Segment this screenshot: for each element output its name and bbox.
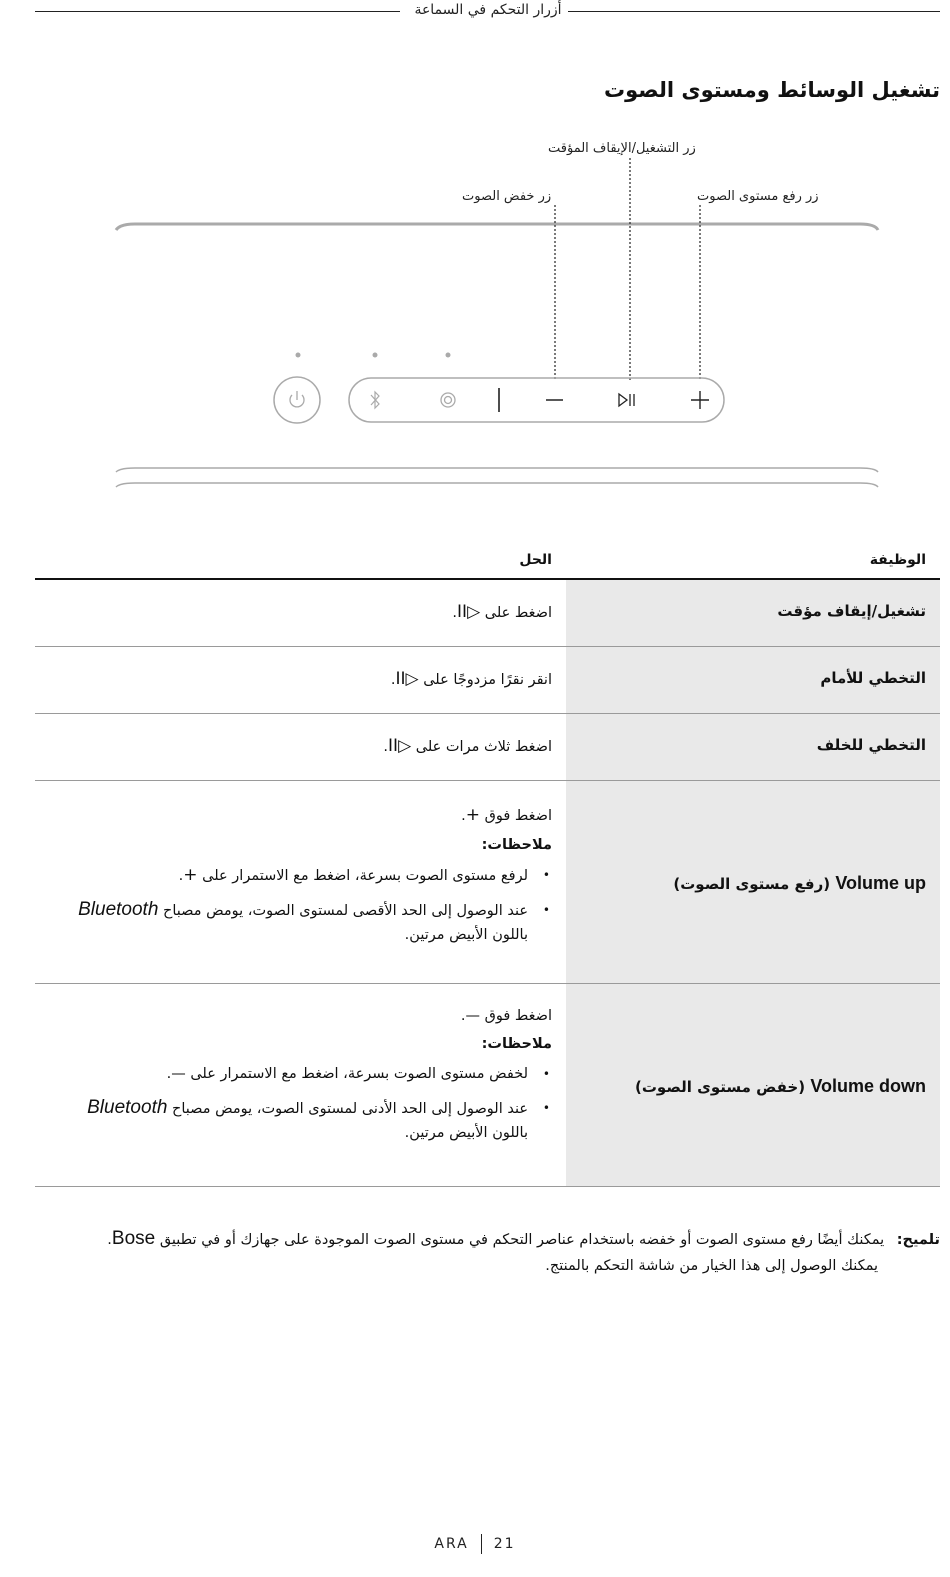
play-pause-icon — [619, 394, 634, 406]
solution-end: . — [452, 605, 458, 621]
solution-end: . — [383, 739, 389, 755]
solution-cell — [72, 736, 552, 756]
tip-line1-end: . — [107, 1232, 112, 1248]
notes-label: ملاحظات: — [481, 1036, 552, 1052]
solution-cell — [72, 602, 552, 622]
bluetooth-brand: Bluetooth — [78, 899, 159, 920]
controls-table — [35, 542, 940, 1187]
list-item — [72, 863, 552, 888]
tip-line1: يمكنك أيضًا رفع مستوى الصوت أو خفضه باستخدام عناصر التحكم في مستوى الصوت الموجودة على جهازك أو في تطبيق — [159, 1232, 885, 1248]
minus-symbol: — — [171, 1066, 186, 1082]
function-label — [635, 1076, 926, 1097]
note-end: باللون الأبيض مرتين. — [404, 1125, 528, 1141]
function-label-ar: (رفع مستوى الصوت) — [673, 875, 831, 893]
solution-end: . — [390, 672, 396, 688]
callout-volume-up: زر رفع مستوى الصوت — [697, 189, 819, 204]
note-end: . — [178, 868, 184, 884]
col-solution-header: الحل — [519, 552, 552, 568]
list-item — [72, 1062, 552, 1086]
section-title: تشغيل الوسائط ومستوى الصوت — [604, 78, 940, 102]
table-row — [35, 984, 940, 1187]
notes-label: ملاحظات: — [481, 837, 552, 853]
solution-text: اضغط فوق — [484, 1008, 552, 1024]
play-pause-symbol: ▷II — [457, 602, 481, 622]
solution-cell — [72, 669, 552, 689]
note-text: لخفض مستوى الصوت بسرعة، اضغط مع الاستمرار على — [190, 1066, 528, 1082]
power-icon — [274, 377, 320, 423]
col-function-header: الوظيفة — [869, 552, 926, 568]
indicator-dot-action — [446, 353, 451, 358]
solution-end: . — [461, 808, 466, 824]
note-text: عند الوصول إلى الحد الأدنى لمستوى الصوت، يومض مصباح — [172, 1101, 528, 1117]
minus-symbol: — — [465, 1008, 480, 1024]
function-label: التخطي للأمام — [820, 669, 926, 687]
plus-icon — [691, 391, 709, 409]
indicator-dot-bluetooth — [373, 353, 378, 358]
tip-line2: يمكنك الوصول إلى هذا الخيار من شاشة التحكم بالمنتج. — [545, 1258, 878, 1274]
notes-list — [72, 863, 552, 947]
note-text: لرفع مستوى الصوت بسرعة، اضغط مع الاستمرار على — [202, 868, 528, 884]
note-end: . — [166, 1066, 172, 1082]
solution-cell — [72, 805, 552, 957]
action-icon — [441, 393, 455, 407]
solution-end: . — [460, 1008, 466, 1024]
plus-symbol: + — [465, 805, 480, 825]
callout-volume-down: زر خفض الصوت — [462, 189, 552, 204]
solution-cell — [72, 1008, 552, 1155]
solution-text: اضغط على — [484, 605, 552, 621]
header-title: أزرار التحكم في السماعة — [414, 2, 562, 18]
footer-language: ARA — [434, 1536, 469, 1552]
function-cell — [566, 580, 940, 646]
table-header — [35, 542, 940, 580]
list-item — [72, 1096, 552, 1145]
page-number: 21 — [493, 1536, 516, 1552]
speaker-diagram — [0, 0, 950, 500]
tip-note — [45, 1226, 940, 1279]
table-row — [35, 781, 940, 984]
plus-symbol: + — [183, 865, 198, 885]
note-text: عند الوصول إلى الحد الأقصى لمستوى الصوت، يومض مصباح — [163, 903, 528, 919]
solution-text: انقر نقرًا مزدوجًا على — [423, 672, 552, 688]
play-pause-symbol: ▷II — [388, 736, 412, 756]
function-label-ar: (خفض مستوى الصوت) — [635, 1078, 806, 1096]
function-label: التخطي للخلف — [816, 736, 926, 754]
tip-label: تلميح: — [896, 1232, 940, 1248]
notes-list — [72, 1062, 552, 1145]
list-item — [72, 898, 552, 947]
function-cell — [566, 781, 940, 983]
indicator-dot-power — [296, 353, 301, 358]
function-label-en: Volume up — [835, 873, 926, 893]
function-cell — [566, 984, 940, 1186]
table-row — [35, 714, 940, 781]
solution-text: اضغط فوق — [484, 808, 552, 824]
note-end: باللون الأبيض مرتين. — [404, 927, 528, 943]
footer-divider — [481, 1534, 482, 1554]
table-row — [35, 580, 940, 647]
bose-brand: Bose — [111, 1228, 156, 1249]
callout-play-pause: زر التشغيل/الإيقاف المؤقت — [548, 141, 696, 156]
control-strip — [349, 378, 724, 422]
function-label-en: Volume down — [810, 1076, 926, 1096]
function-label — [673, 873, 926, 894]
solution-text: اضغط ثلاث مرات على — [415, 739, 552, 755]
function-cell — [566, 714, 940, 780]
bluetooth-brand: Bluetooth — [87, 1097, 168, 1118]
function-cell — [566, 647, 940, 713]
bluetooth-icon — [371, 392, 379, 408]
table-row — [35, 647, 940, 714]
page-footer — [0, 1534, 950, 1554]
play-pause-symbol: ▷II — [395, 669, 419, 689]
function-label: تشغيل/إيقاف مؤقت — [777, 602, 926, 620]
